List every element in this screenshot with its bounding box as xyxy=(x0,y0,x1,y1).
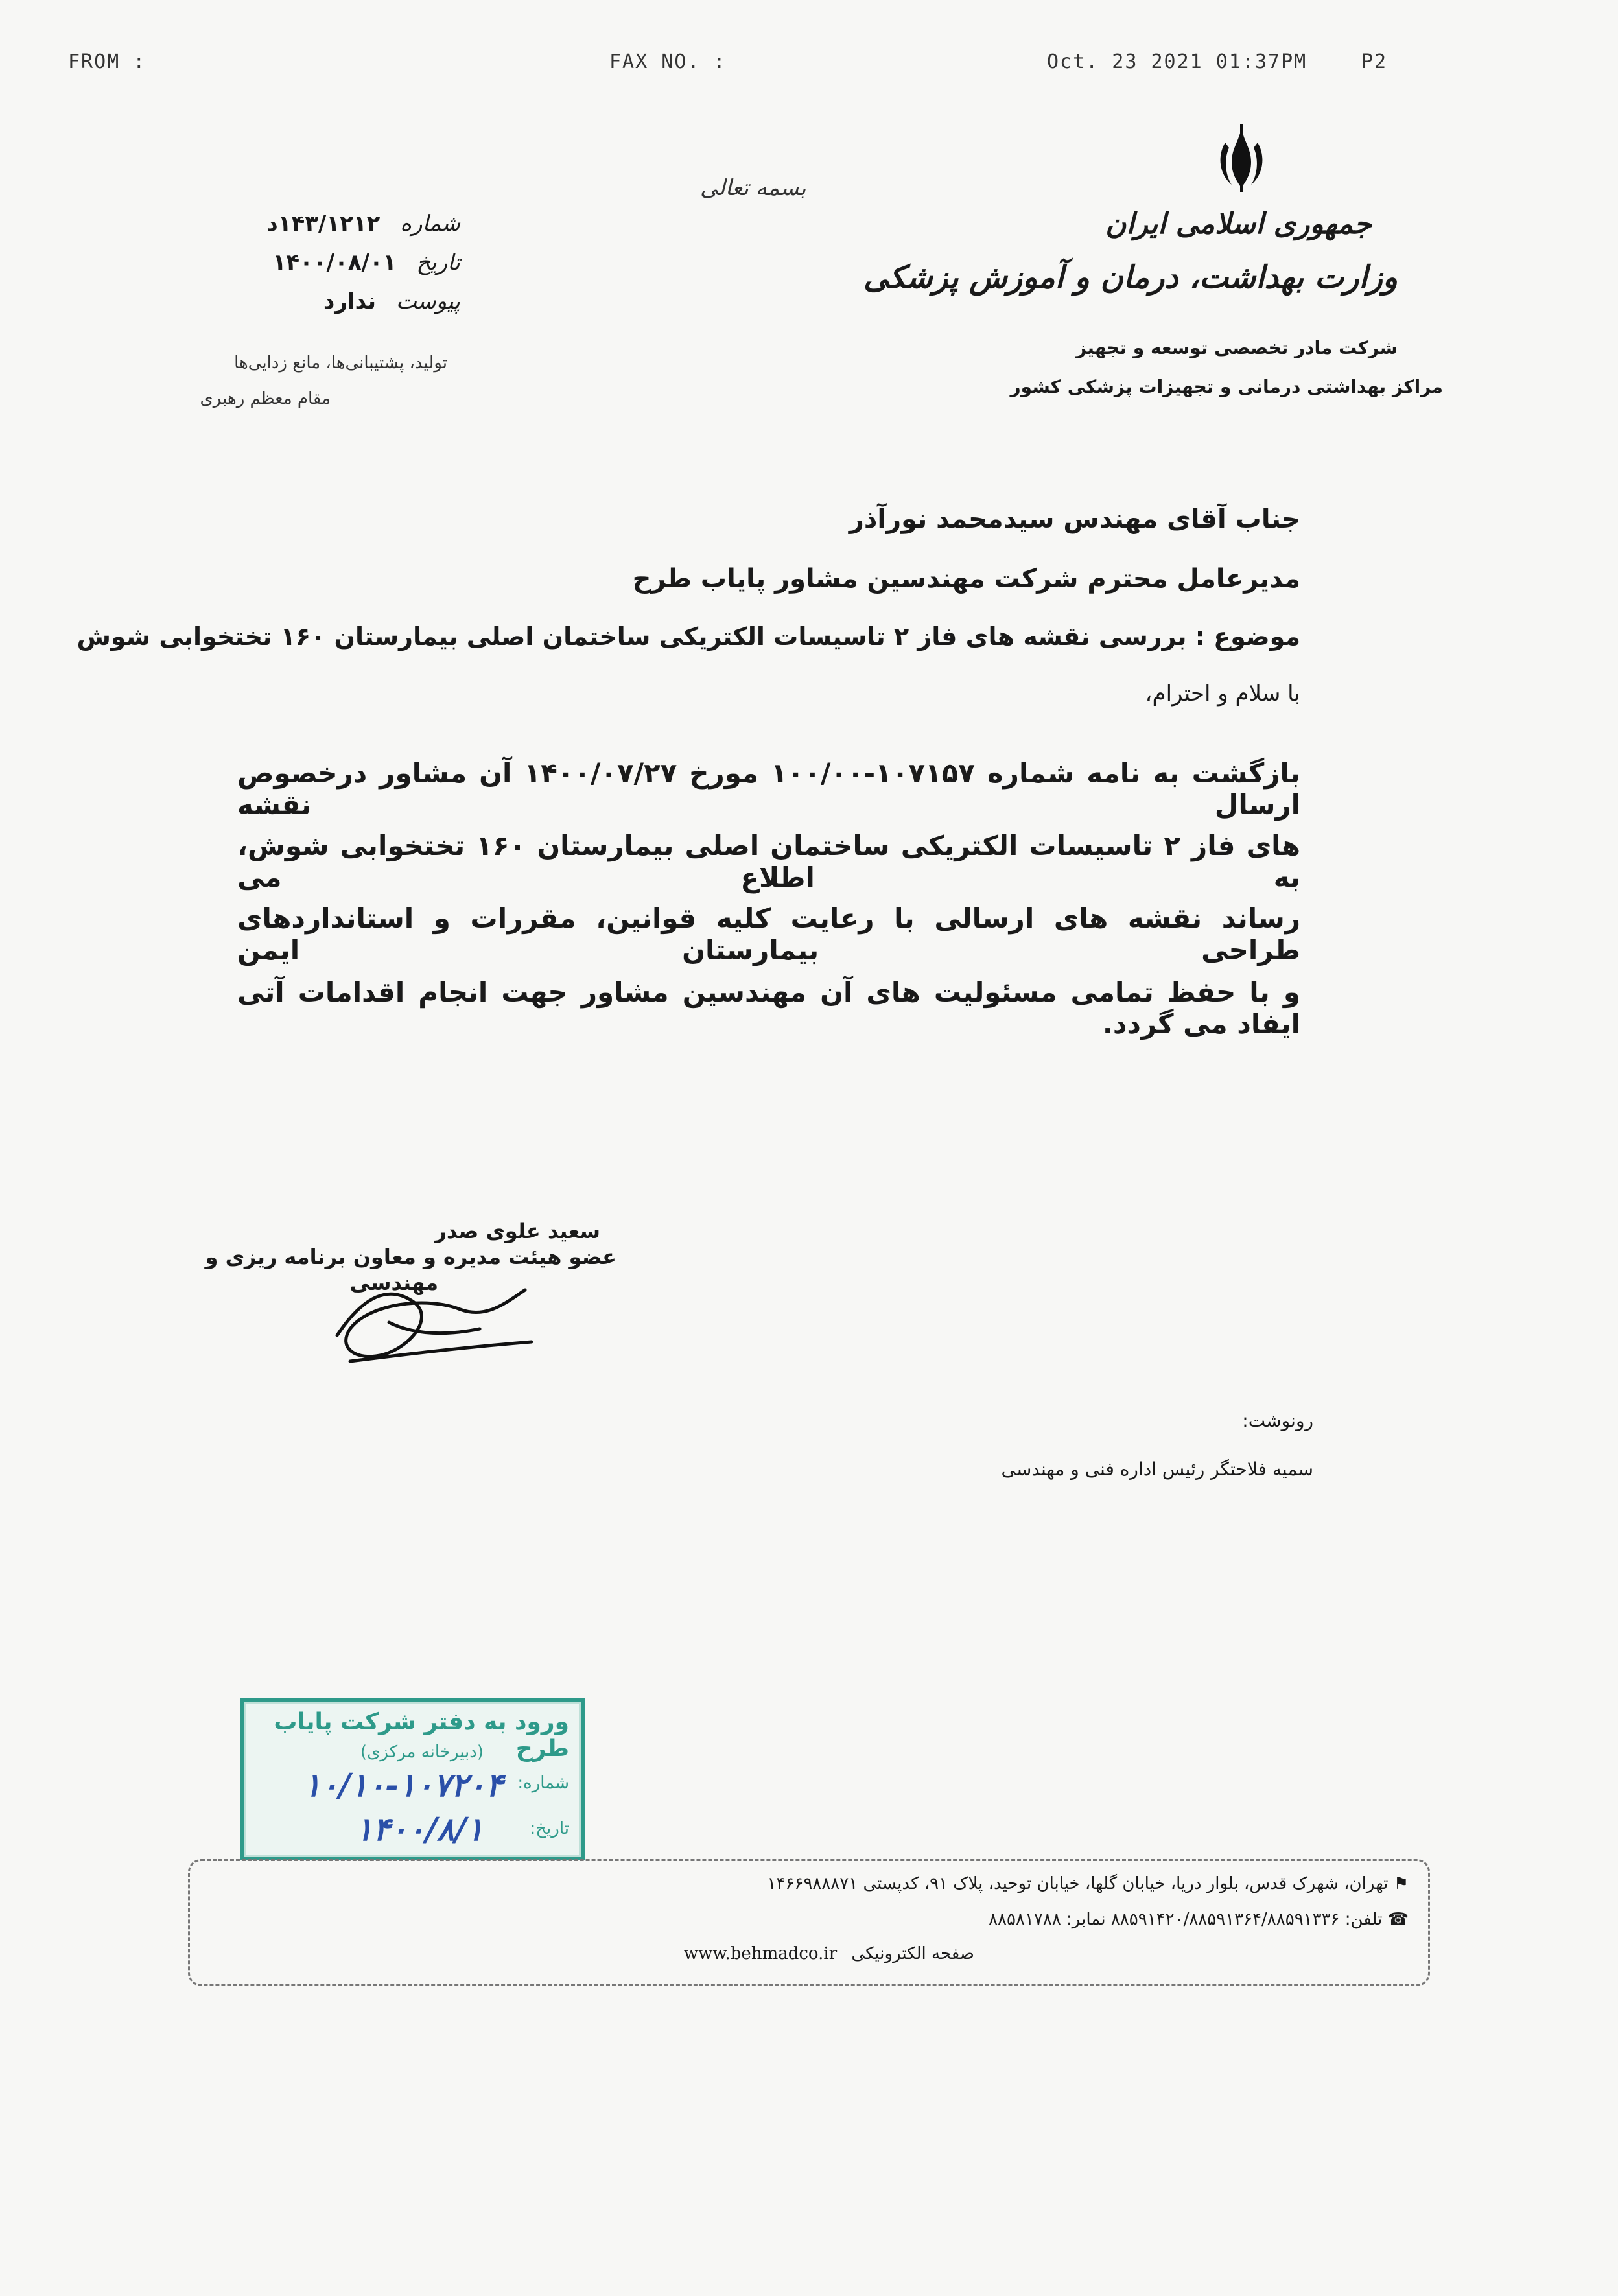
meta-attachment-label: پیوست xyxy=(395,288,460,314)
footer-phones-text: تلفن: ۸۸۵۹۱۴۲۰/۸۸۵۹۱۳۶۴/۸۸۵۹۱۳۳۶ نمابر: ۸۸۵۸۱۷۸۸ xyxy=(989,1910,1383,1929)
meta-date-label: تاریخ xyxy=(416,250,460,275)
body-line: رساند نقشه های ارسالی با رعایت کلیه قوانین، مقررات و استانداردهای طراحی بیمارستان ایمن xyxy=(237,902,1300,966)
motto-line1: تولید، پشتیبانی‌ها، مانع زدایی‌ها xyxy=(234,353,447,373)
meta-number-label: شماره xyxy=(400,211,460,237)
footer xyxy=(188,1859,1430,1986)
location-icon: ⚑ xyxy=(1393,1874,1409,1893)
stamp-date-label: تاریخ: xyxy=(530,1819,569,1838)
meta-attachment-row xyxy=(214,288,460,314)
footer-website-row xyxy=(684,1944,974,1963)
letterhead-republic: جمهوری اسلامی ایران xyxy=(1105,207,1372,240)
bismillah: بسمه تعالی xyxy=(700,175,806,201)
letterhead-company-line2: مراکز بهداشتی درمانی و تجهیزات پزشکی کشور xyxy=(1010,376,1443,397)
recipient-title: مدیرعامل محترم شرکت مهندسین مشاور پایاب طرح xyxy=(632,564,1300,594)
phone-icon: ☎ xyxy=(1387,1910,1409,1929)
footer-address-text: تهران، شهرک قدس، بلوار دریا، خیابان گلها، خیابان توحید، پلاک ۹۱، کدپستی ۱۴۶۶۹۸۸۸۷۱ xyxy=(767,1874,1389,1893)
signatory-title-line1: عضو هیئت مدیره و معاون برنامه ریزی و xyxy=(205,1245,616,1269)
fax-number: FAX NO. : xyxy=(609,51,727,73)
stamp-title: ورود به دفتر شرکت پایاب طرح xyxy=(274,1709,569,1762)
meta-number-value: ۱۴۳/۱۲۱۲د xyxy=(266,211,381,237)
received-stamp xyxy=(240,1698,585,1860)
footer-address xyxy=(768,1874,1409,1893)
recipient-name: جناب آقای مهندس سیدمحمد نورآذر xyxy=(849,504,1300,534)
signatory-name: سعید علوی صدر xyxy=(434,1219,600,1243)
footer-phones xyxy=(989,1910,1409,1929)
greeting: با سلام و احترام، xyxy=(1145,681,1300,707)
iran-emblem-icon xyxy=(1206,123,1277,194)
stamp-subtitle: (دبیرخانه مرکزی) xyxy=(360,1742,484,1762)
cc-label: رونوشت: xyxy=(1242,1410,1313,1431)
body-line: و با حفظ تمامی مسئولیت های آن مهندسین مشاور جهت انجام اقدامات آتی ایفاد می گردد. xyxy=(237,976,1300,1040)
letterhead-company-line1: شرکت مادر تخصصی توسعه و تجهیز xyxy=(1076,337,1398,358)
letterhead-ministry: وزارت بهداشت، درمان و آموزش پزشکی xyxy=(863,259,1398,296)
stamp-number-value: ۱۰/۱۰-۱۰۷۲۰۴ xyxy=(303,1766,503,1804)
meta-date-value: ۱۴۰۰/۰۸/۰۱ xyxy=(272,250,397,275)
footer-website-link[interactable]: www.behmadco.ir xyxy=(683,1944,838,1963)
meta-attachment-value: ندارد xyxy=(323,288,377,314)
cc-line: سمیه فلاحتگر رئیس اداره فنی و مهندسی xyxy=(1001,1458,1313,1480)
fax-page: P2 xyxy=(1361,51,1388,73)
body-line: های فاز ۲ تاسیسات الکتریکی ساختمان اصلی بیمارستان ۱۶۰ تختخوابی شوش، به اطلاع می xyxy=(237,830,1301,893)
subject xyxy=(76,622,1300,651)
body-line: بازگشت به نامه شماره ۱۰۷۱۵۷-۱۰۰/۰۰ مورخ ۱۴۰۰/۰۷/۲۷ آن مشاور درخصوص ارسال نقشه xyxy=(237,757,1300,821)
footer-website-label: صفحه الکترونیکی xyxy=(851,1944,974,1963)
meta-date-row xyxy=(214,250,460,275)
signatory-title-line2: مهندسی xyxy=(349,1271,438,1295)
meta-number-row xyxy=(214,211,460,237)
motto-line2: مقام معظم رهبری xyxy=(200,389,331,408)
subject-label: موضوع : xyxy=(1195,622,1300,651)
fax-from: FROM : xyxy=(68,51,147,73)
fax-datetime: Oct. 23 2021 01:37PM xyxy=(1047,51,1307,73)
stamp-date-value: ۱۴۰۰/۸/۱ xyxy=(355,1810,484,1848)
signature-scribble xyxy=(311,1258,557,1374)
stamp-number-label: شماره: xyxy=(517,1774,569,1793)
subject-text: بررسی نقشه های فاز ۲ تاسیسات الکتریکی ساختمان اصلی بیمارستان ۱۶۰ تختخوابی شوش xyxy=(76,622,1187,651)
